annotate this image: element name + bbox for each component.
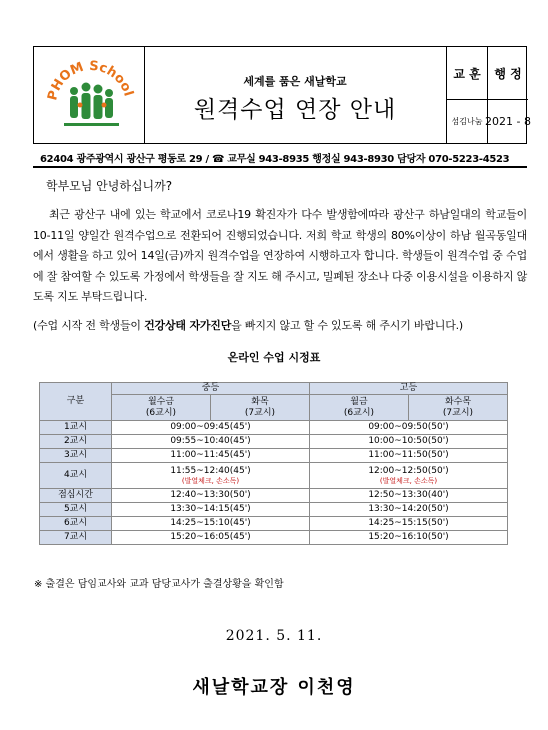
school-logo — [34, 47, 145, 143]
schedule-table — [39, 382, 508, 545]
header-ms-tt: 화목 (7교시) — [211, 395, 310, 421]
school-motto: 섬김나눔 — [447, 100, 488, 143]
header-hs-twt: 화수목 (7교시) — [409, 395, 508, 421]
letterhead — [33, 46, 531, 144]
page-title: 원격수업 연장 안내 — [193, 97, 397, 123]
title-area — [144, 47, 446, 143]
contact-address: 62404 광주광역시 광산구 평동로 29 / ☎ 교무실 943-8935 행정실 943-8930 담당자 070-5223-4523 — [40, 154, 510, 165]
divider — [33, 166, 527, 168]
header-middle-school: 중등 — [112, 383, 310, 395]
svg-text:PHOM School New: PHOM School — [45, 58, 136, 102]
table-row: 2교시 09:55~10:40(45') 10:00~10:50(50') — [40, 435, 508, 449]
header-hs-mf: 월금 (6교시) — [310, 395, 409, 421]
school-logo-emblem — [34, 47, 144, 143]
fever-check-note: (발열체크, 손소독) — [379, 477, 438, 485]
health-check-notice: (수업 시작 전 학생들이 건강상태 자가진단을 빠지지 않고 할 수 있도록 해 주시기 바랍니다.) — [33, 319, 464, 332]
table-row: 3교시 11:00~11:45(45') 11:00~11:50(50') — [40, 449, 508, 463]
label-admin: 행 정 — [494, 66, 522, 81]
school-slogan: 세계를 품은 새날학교 — [243, 75, 347, 88]
principal-signature: 새날학교장 이천영 — [192, 677, 356, 698]
header-ms-mwf: 월수금 (6교시) — [112, 395, 211, 421]
issue-date: 2021. 5. 11. — [225, 628, 323, 644]
table-row: 7교시 15:20~16:05(45') 15:20~16:10(50') — [40, 531, 508, 545]
doc-info-box — [446, 47, 531, 143]
header-category: 구분 — [40, 383, 112, 421]
table-row: 4교시 11:55~12:40(45') (발열체크, 손소독) 12:00~12:50(50') (발열체크, 손소독) — [40, 463, 508, 489]
fever-check-note: (발열체크, 손소독) — [181, 477, 240, 485]
header-high-school: 고등 — [310, 383, 508, 395]
attendance-footnote: ※ 출결은 담임교사와 교과 담당교사가 출결상황을 확인함 — [34, 579, 284, 590]
table-row: 점심시간 12:40~13:30(50') 12:50~13:30(40') — [40, 489, 508, 503]
schedule-title: 온라인 수업 시정표 — [227, 351, 321, 364]
table-row: 1교시 09:00~09:45(45') 09:00~09:50(50') — [40, 421, 508, 435]
table-row: 5교시 13:30~14:15(45') 13:30~14:20(50') — [40, 503, 508, 517]
body-paragraph: 최근 광산구 내에 있는 학교에서 코로나19 확진자가 다수 발생함에따라 광산구 하남일대의 학교들이 10-11일 양일간 원격수업으로 전환되어 진행되었습니다. 저희 학교 학생의 80%이상이 하남 월곡동일대에서 생활을 하고 있어 14일(금)까지 원격수업을 연장하여 시행하고자 합니다. 학생들이 원격수업 중 수업에 잘 참여할 수 있도록 가정에서 학생들을 잘 지도 해 주시고, 밀폐된 장소나 다중 이용시설을 이용하지 않도록 지도 부탁드립니다. — [33, 208, 527, 303]
table-row: 6교시 14:25~15:10(45') 14:25~15:15(50') — [40, 517, 508, 531]
notice-emphasis: 건강상태 자가진단 — [144, 319, 232, 332]
document-number: 2021 - 8 — [485, 115, 531, 128]
label-motto-heading: 교 훈 — [447, 47, 488, 99]
greeting: 학부모님 안녕하십니까? — [46, 179, 173, 193]
